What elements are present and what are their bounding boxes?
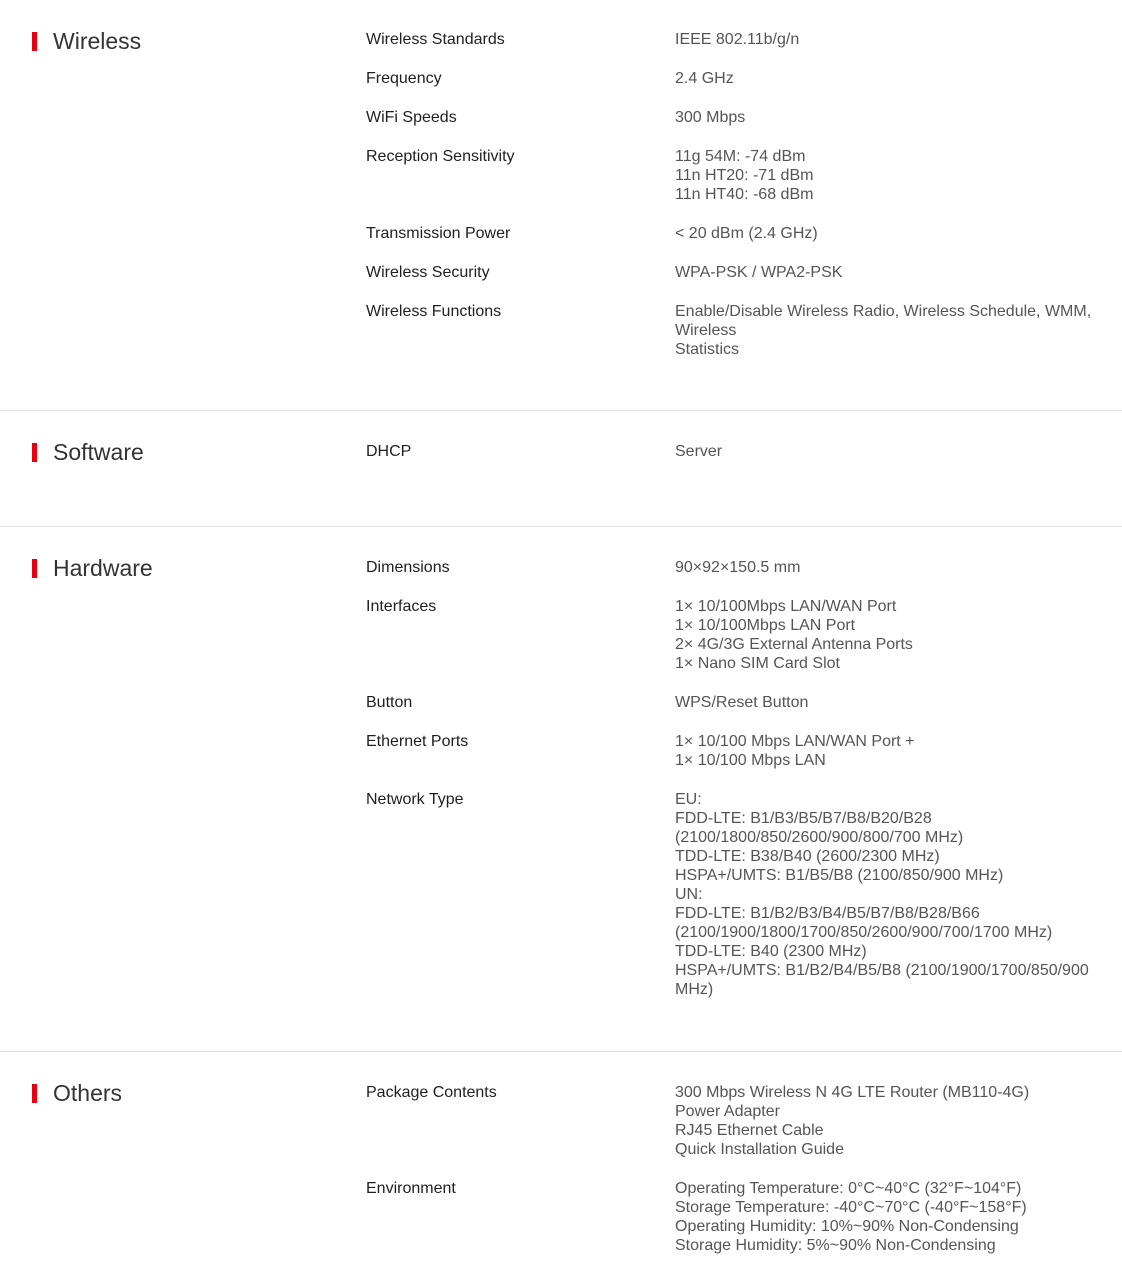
spec-value-line: Operating Humidity: 10%~90% Non-Condensing <box>675 1218 1019 1235</box>
spec-value-line: TDD-LTE: B38/B40 (2600/2300 MHz) <box>675 848 940 865</box>
spec-value-line: Operating Temperature: 0°C~40°C (32°F~104°F) <box>675 1180 1022 1197</box>
spec-value-line: 300 Mbps <box>675 109 746 126</box>
spec-rows <box>366 1083 1106 1275</box>
spec-value-line: WPA-PSK / WPA2-PSK <box>675 264 843 281</box>
spec-value-line: 1× 10/100Mbps LAN Port <box>675 617 856 634</box>
spec-value-line: Server <box>675 443 723 460</box>
spec-value-line: UN: <box>675 886 703 903</box>
spec-row <box>366 790 1106 999</box>
accent-bar <box>32 559 37 578</box>
spec-value-line: Quick Installation Guide <box>675 1141 844 1158</box>
spec-label: Interfaces <box>366 598 437 615</box>
spec-label: Network Type <box>366 791 464 808</box>
spec-value-line: 2× 4G/3G External Antenna Ports <box>675 636 913 653</box>
spec-value-line: Power Adapter <box>675 1103 780 1120</box>
spec-row <box>366 693 1106 712</box>
spec-label: Wireless Security <box>366 264 490 281</box>
spec-row <box>366 30 1106 49</box>
spec-value <box>675 69 1106 88</box>
spec-value-line: MHz) <box>675 981 714 998</box>
spec-label: Button <box>366 694 413 711</box>
spec-value-line: WPS/Reset Button <box>675 694 809 711</box>
spec-value-line: Wireless <box>675 322 737 339</box>
spec-value-line: 300 Mbps Wireless N 4G LTE Router (MB110-4G) <box>675 1084 1030 1101</box>
section-title-others <box>32 1080 122 1107</box>
spec-value-line: 11g 54M: -74 dBm <box>675 148 806 165</box>
spec-value <box>675 224 1106 243</box>
spec-label: Ethernet Ports <box>366 733 469 750</box>
spec-value <box>675 1179 1106 1255</box>
section-title-software <box>32 439 144 466</box>
section-wireless <box>0 0 1122 411</box>
spec-row <box>366 147 1106 204</box>
spec-value <box>675 108 1106 127</box>
spec-value <box>675 732 1106 770</box>
section-heading: Hardware <box>53 555 153 581</box>
spec-value-line: 11n HT40: -68 dBm <box>675 186 814 203</box>
spec-value-line: < 20 dBm (2.4 GHz) <box>675 225 818 242</box>
spec-value <box>675 442 1106 461</box>
spec-value-line: Enable/Disable Wireless Radio, Wireless Schedule, WMM, <box>675 303 1092 320</box>
spec-value-line: Storage Humidity: 5%~90% Non-Condensing <box>675 1237 996 1254</box>
spec-value <box>675 693 1106 712</box>
spec-value <box>675 302 1106 359</box>
spec-row <box>366 442 1106 461</box>
spec-value <box>675 597 1106 673</box>
spec-row <box>366 69 1106 88</box>
spec-value <box>675 30 1106 49</box>
spec-rows <box>366 558 1106 1019</box>
spec-row <box>366 108 1106 127</box>
spec-row <box>366 1083 1106 1159</box>
spec-value <box>675 558 1106 577</box>
spec-value-line: FDD-LTE: B1/B3/B5/B7/B8/B20/B28 <box>675 810 932 827</box>
spec-row <box>366 732 1106 770</box>
accent-bar <box>32 1084 37 1103</box>
spec-value-line: FDD-LTE: B1/B2/B3/B4/B5/B7/B8/B28/B66 <box>675 905 980 922</box>
spec-value-line: (2100/1900/1800/1700/850/2600/900/700/1700 MHz) <box>675 924 1053 941</box>
spec-value-line: HSPA+/UMTS: B1/B2/B4/B5/B8 (2100/1900/1700/850/900 <box>675 962 1089 979</box>
spec-label: Reception Sensitivity <box>366 148 515 165</box>
spec-label: Dimensions <box>366 559 450 576</box>
spec-value-line: RJ45 Ethernet Cable <box>675 1122 824 1139</box>
section-heading: Others <box>53 1080 123 1106</box>
spec-label: DHCP <box>366 443 412 460</box>
spec-value-line: TDD-LTE: B40 (2300 MHz) <box>675 943 867 960</box>
spec-value <box>675 147 1106 204</box>
spec-label: Frequency <box>366 70 442 87</box>
spec-label: Wireless Functions <box>366 303 502 320</box>
accent-bar <box>32 443 37 462</box>
spec-value-line: Storage Temperature: -40°C~70°C (-40°F~158°F) <box>675 1199 1027 1216</box>
spec-value-line: 1× 10/100 Mbps LAN <box>675 752 826 769</box>
spec-value-line: HSPA+/UMTS: B1/B5/B8 (2100/850/900 MHz) <box>675 867 1004 884</box>
spec-label: Transmission Power <box>366 225 511 242</box>
spec-rows <box>366 442 1106 481</box>
spec-value <box>675 1083 1106 1159</box>
spec-value-line: IEEE 802.11b/g/n <box>675 31 800 48</box>
spec-value-line: 11n HT20: -71 dBm <box>675 167 814 184</box>
spec-value-line: EU: <box>675 791 702 808</box>
section-software <box>0 411 1122 527</box>
spec-row <box>366 263 1106 282</box>
spec-label: Wireless Standards <box>366 31 505 48</box>
spec-row <box>366 558 1106 577</box>
spec-row <box>366 1179 1106 1255</box>
spec-label: Environment <box>366 1180 456 1197</box>
spec-value-line: 1× Nano SIM Card Slot <box>675 655 840 672</box>
spec-row <box>366 597 1106 673</box>
spec-value-line: 1× 10/100 Mbps LAN/WAN Port + <box>675 733 915 750</box>
spec-label: Package Contents <box>366 1084 497 1101</box>
spec-value-line: (2100/1800/850/2600/900/800/700 MHz) <box>675 829 964 846</box>
spec-value-line: 2.4 GHz <box>675 70 734 87</box>
spec-label: WiFi Speeds <box>366 109 457 126</box>
accent-bar <box>32 32 37 51</box>
spec-value-line: 90×92×150.5 mm <box>675 559 801 576</box>
section-hardware <box>0 527 1122 1052</box>
spec-value <box>675 263 1106 282</box>
spec-value <box>675 790 1106 999</box>
section-title-hardware <box>32 555 153 582</box>
section-heading: Software <box>53 439 144 465</box>
section-heading: Wireless <box>53 28 142 54</box>
spec-row <box>366 224 1106 243</box>
spec-rows <box>366 30 1106 379</box>
section-title-wireless <box>32 28 141 55</box>
spec-value-line: 1× 10/100Mbps LAN/WAN Port <box>675 598 897 615</box>
spec-row <box>366 302 1106 359</box>
spec-value-line: Statistics <box>675 341 740 358</box>
section-others <box>0 1052 1122 1288</box>
